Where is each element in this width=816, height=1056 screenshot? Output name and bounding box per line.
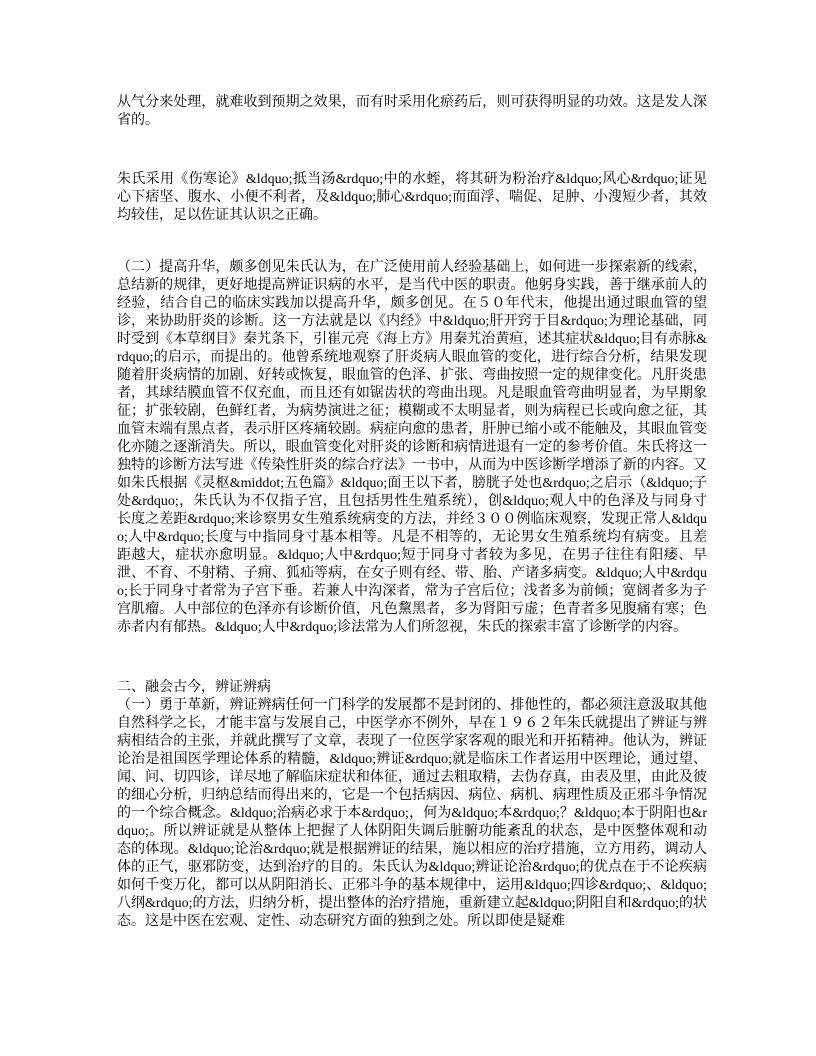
section-ronghui-gujin (117, 679, 707, 931)
paragraph-qifen-conclusion: 从气分来处理，就难收到预期之效果，而有时采用化瘀药后，则可获得明显的功效。这是发人深省的。 (117, 95, 707, 128)
paragraph-shanghanlun-shuizhi: 朱氏采用《伤寒论》&ldquo;抵当汤&rdquo;中的水蛭，将其研为粉治疗&ldquo;风心&rdquo;证见心下痞坚、腹水、小便不利者，及&ldquo;肺心&rdquo;而面浮、喘促、足肿、小溲短少者，其效均较佳，足以佐证其认识之正确。 (117, 172, 707, 223)
paragraph-yongyu-gexin: （一）勇于革新，辨证辨病任何一门科学的发展都不是封闭的、排他性的，都必须注意汲取其他自然科学之长，才能丰富与发展自己，中医学亦不例外，早在１９６２年朱氏就提出了辨证与辨病相结合的主张，并就此撰写了文章，表现了一位医学家客观的眼光和开拓精神。他认为，辨证论治是祖国医学理论体系的精髓，&ldquo;辨证&rdquo;就是临床工作者运用中医理论，通过望、闻、问、切四诊，详尽地了解临床症状和体征，通过去粗取精，去伪存真，由表及里，由此及彼的细心分析，归纳总结而得出来的，它是一个包括病因、病位、病机、病理性质及正邪斗争情况的一个综合概念。&ldquo;治病必求于本&rdquo;，何为&ldquo;本&rdquo;？&ldquo;本于阴阳也&rdquo;。所以辨证就是从整体上把握了人体阴阳失调后脏腑功能紊乱的状态，是中医整体观和动态的体现。&ldquo;论治&rdquo;就是根据辨证的结果，施以相应的治疗措施，立方用药，调动人体的正气，驱邪防变，达到治疗的目的。朱氏认为&ldquo;辨证论治&rdquo;的优点在于不论疾病如何千变万化，都可以从阴阳消长、正邪斗争的基本规律中，运用&ldquo;四诊&rdquo;、&ldquo;八纲&rdquo;的方法，归纳分析，提出整体的治疗措施，重新建立起&ldquo;阴阳自和&rdquo;的状态。这是中医在宏观、定性、动态研究方面的独到之处。所以即使是疑难 (117, 698, 707, 929)
section-heading: 二、融会古今，辨证辨病 (117, 680, 271, 695)
paragraph-tigao-shenghua: （二）提高升华，颇多创见朱氏认为，在广泛使用前人经验基础上，如何进一步探索新的线索，总结新的规律，更好地提高辨证识病的水平，是当代中医的职责。他躬身实践，善于继承前人的经验，结合自己的临床实践加以提高升华，颇多创见。在５０年代末，他提出通过眼血管的望诊，来协助肝炎的诊断。这一方法就是以《内经》中&ldquo;肝开窍于目&rdquo;为理论基础，同时受到《本草纲目》秦艽条下，引崔元亮《海上方》用秦艽治黄疸，述其症状&ldquo;目有赤脉&rdquo;的启示，而提出的。他曾系统地观察了肝炎病人眼血管的变化，进行综合分析，结果发现随着肝炎病情的加剧、好转或恢复，眼血管的色泽、扩张、弯曲按照一定的规律变化。凡肝炎患者，其球结膜血管不仅充血，而且还有如锯齿状的弯曲出现。凡是眼血管弯曲明显者，为早期象征；扩张较剧，色鲜红者，为病势演进之征；模糊或不太明显者，则为病程已长或向愈之征，其血管末端有黑点者，表示肝区疼痛较剧。病症向愈的患者，肝肿已缩小或不能触及，其眼血管变化亦随之逐渐消失。所以，眼血管变化对肝炎的诊断和病情进退有一定的参考价值。朱氏将这一独特的诊断方法写进《传染性肝炎的综合疗法》一书中，从而为中医诊断学增添了新的内容。又如朱氏根据《灵枢&middot;五色篇》&ldquo;面王以下者，膀胱子处也&rdquo;之启示（&ldquo;子处&rdquo;，朱氏认为不仅指子宫，且包括男性生殖系统），创&ldquo;观人中的色泽及与同身寸长度之差距&rdquo;来诊察男女生殖系统病变的方法，并经３００例临床观察，发现正常人&ldquo;人中&rdquo;长度与中指同身寸基本相等。凡是不相等的，无论男女生殖系统均有病变。且差距越大，症状亦愈明显。&ldquo;人中&rdquo;短于同身寸者较为多见，在男子往往有阳痿、早泄、不育、不射精、子痈、狐疝等病，在女子则有经、带、胎、产诸多病变。&ldquo;人中&rdquo;长于同身寸者常为子宫下垂。若兼人中沟深者，常为子宫后位；浅者多为前倾；宽阔者多为子宫肌瘤。人中部位的色泽亦有诊断价值，凡色黧黑者，多为肾阳亏虚；色青者多见腹痛有寒；色赤者内有郁热。&ldquo;人中&rdquo;诊法常为人们所忽视，朱氏的探索丰富了诊断学的内容。 (117, 260, 707, 635)
